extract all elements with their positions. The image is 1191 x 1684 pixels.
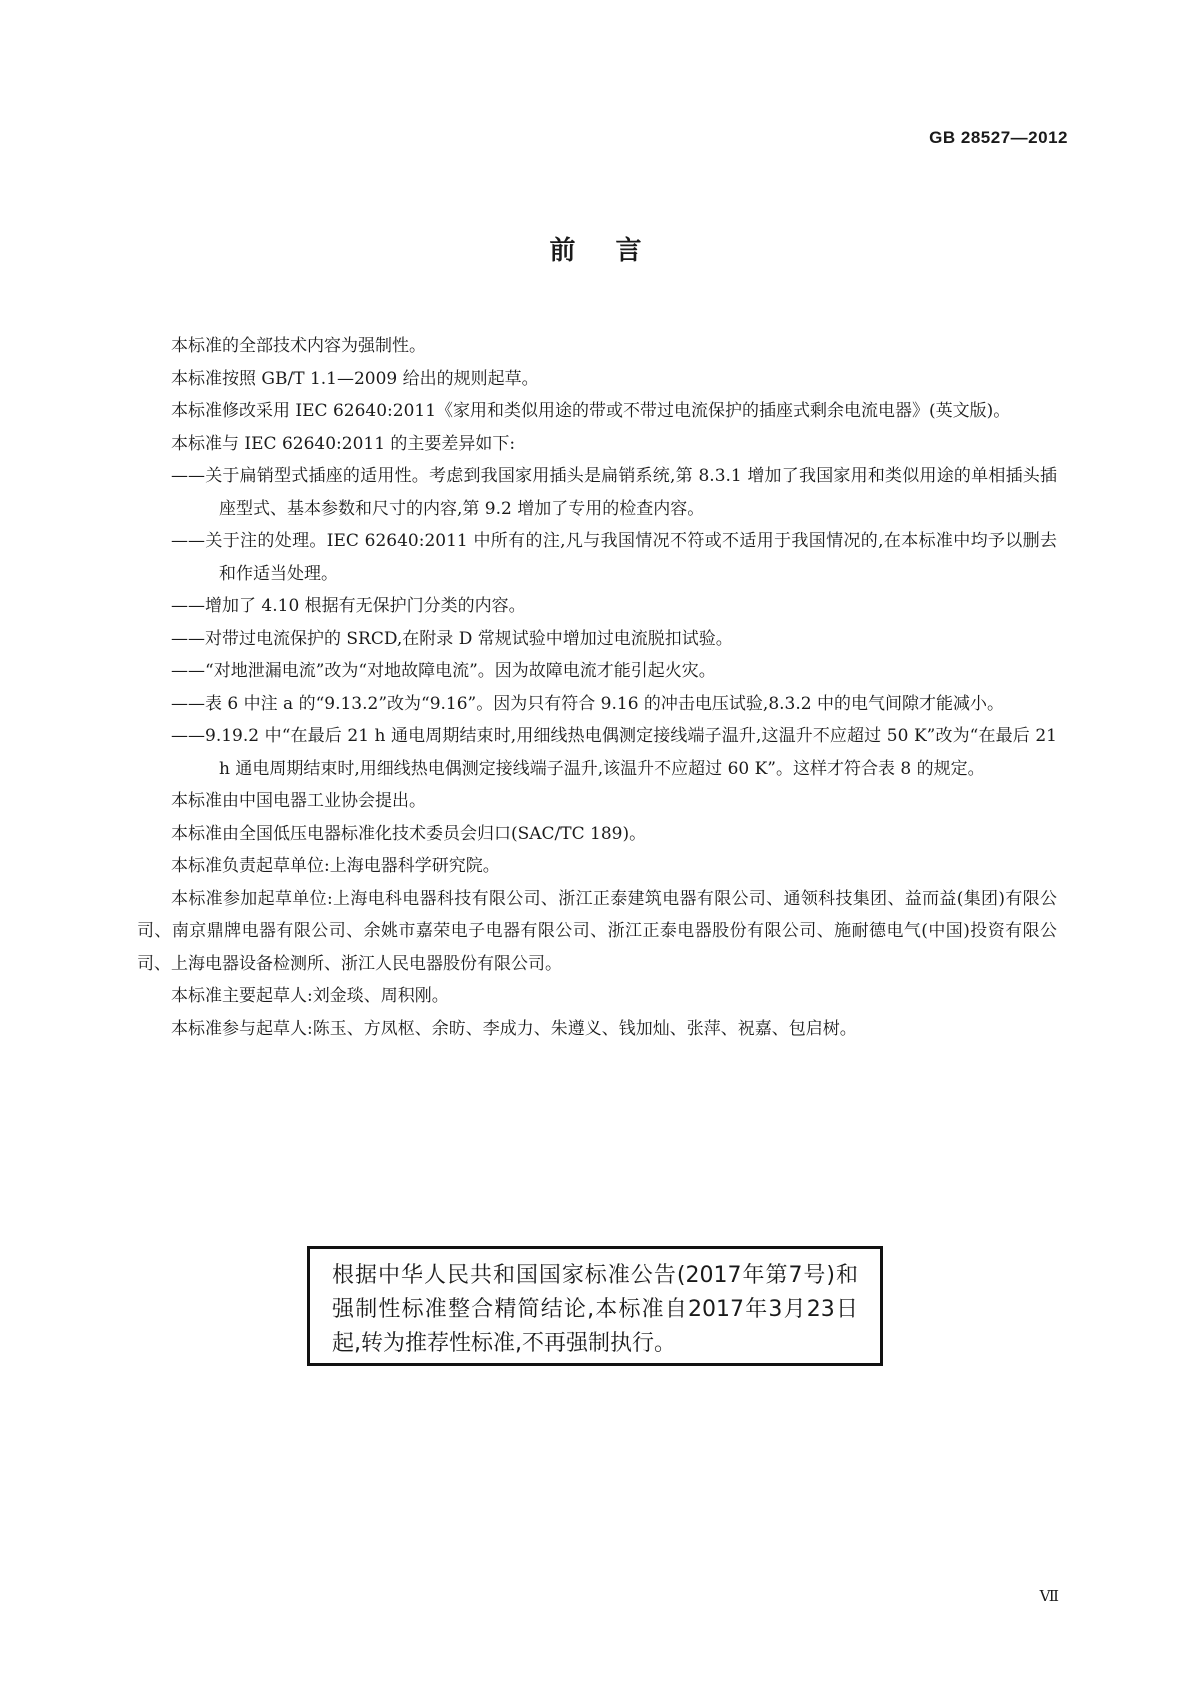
paragraph-differences-intro: 本标准与 IEC 62640:2011 的主要差异如下: xyxy=(171,433,516,454)
paragraph-mandatory: 本标准的全部技术内容为强制性。 xyxy=(171,336,426,356)
status-notice-box: 根据中华人民共和国国家标准公告(2017年第7号)和强制性标准整合精简结论,本标准自2017年3月23日起,转为推荐性标准,不再强制执行。 xyxy=(307,1246,883,1366)
paragraph-proposer: 本标准由中国电器工业协会提出。 xyxy=(171,791,426,811)
difference-item: ——对带过电流保护的 SRCD,在附录 D 常规试验中增加过电流脱扣试验。 xyxy=(171,628,733,649)
paragraph-drafting-rules: 本标准按照 GB/T 1.1—2009 给出的规则起草。 xyxy=(171,368,539,389)
difference-item: ——增加了 4.10 根据有无保护门分类的内容。 xyxy=(171,596,526,616)
paragraph-participating-drafters: 本标准参与起草人:陈玉、方凤枢、余昉、李成力、朱遵义、钱加灿、张萍、祝嘉、包启树。 xyxy=(171,1018,857,1039)
paragraph-centralized: 本标准由全国低压电器标准化技术委员会归口(SAC/TC 189)。 xyxy=(171,823,647,844)
page-title: 前言 xyxy=(549,236,682,266)
difference-item: ——关于注的处理。IEC 62640:2011 中所有的注,凡与我国情况不符或不适用于我国情况的,在本标准中均予以删去和作适当处理。 xyxy=(171,531,1057,584)
paragraph-main-drafters: 本标准主要起草人:刘金琰、周积刚。 xyxy=(171,986,449,1006)
foreword-body xyxy=(137,330,1057,1045)
difference-item: ——关于扁销型式插座的适用性。考虑到我国家用插头是扁销系统,第 8.3.1 增加了我国家用和类似用途的单相插头插座型式、基本参数和尺寸的内容,第 9.2 增加了专用的检查内容。 xyxy=(171,466,1057,519)
difference-item: ——“对地泄漏电流”改为“对地故障电流”。因为故障电流才能引起火灾。 xyxy=(171,661,716,681)
page-number: Ⅶ xyxy=(1039,1587,1059,1605)
paragraph-iec-adoption: 本标准修改采用 IEC 62640:2011《家用和类似用途的带或不带过电流保护的插座式剩余电流电器》(英文版)。 xyxy=(171,401,1011,421)
paragraph-participating-units: 本标准参加起草单位:上海电科电器科技有限公司、浙江正泰建筑电器有限公司、通领科技集团、益而益(集团)有限公司、南京鼎牌电器有限公司、余姚市嘉荣电子电器有限公司、浙江正泰电器股份有限公司、施耐德电气(中国)投资有限公司、上海电器设备检测所、浙江人民电器股份有限公司。 xyxy=(137,888,1057,974)
standard-code: GB 28527—2012 xyxy=(929,128,1068,147)
difference-item: ——9.19.2 中“在最后 21 h 通电周期结束时,用细线热电偶测定接线端子温升,这温升不应超过 50 K”改为“在最后 21 h 通电周期结束时,用细线热电偶测定接线端子温升,该温升不应超过 60 K”。这样才符合表 8 的规定。 xyxy=(171,726,1057,779)
paragraph-responsible-drafter: 本标准负责起草单位:上海电器科学研究院。 xyxy=(171,856,500,876)
difference-item: ——表 6 中注 a 的“9.13.2”改为“9.16”。因为只有符合 9.16 的冲击电压试验,8.3.2 中的电气间隙才能减小。 xyxy=(171,693,1004,714)
